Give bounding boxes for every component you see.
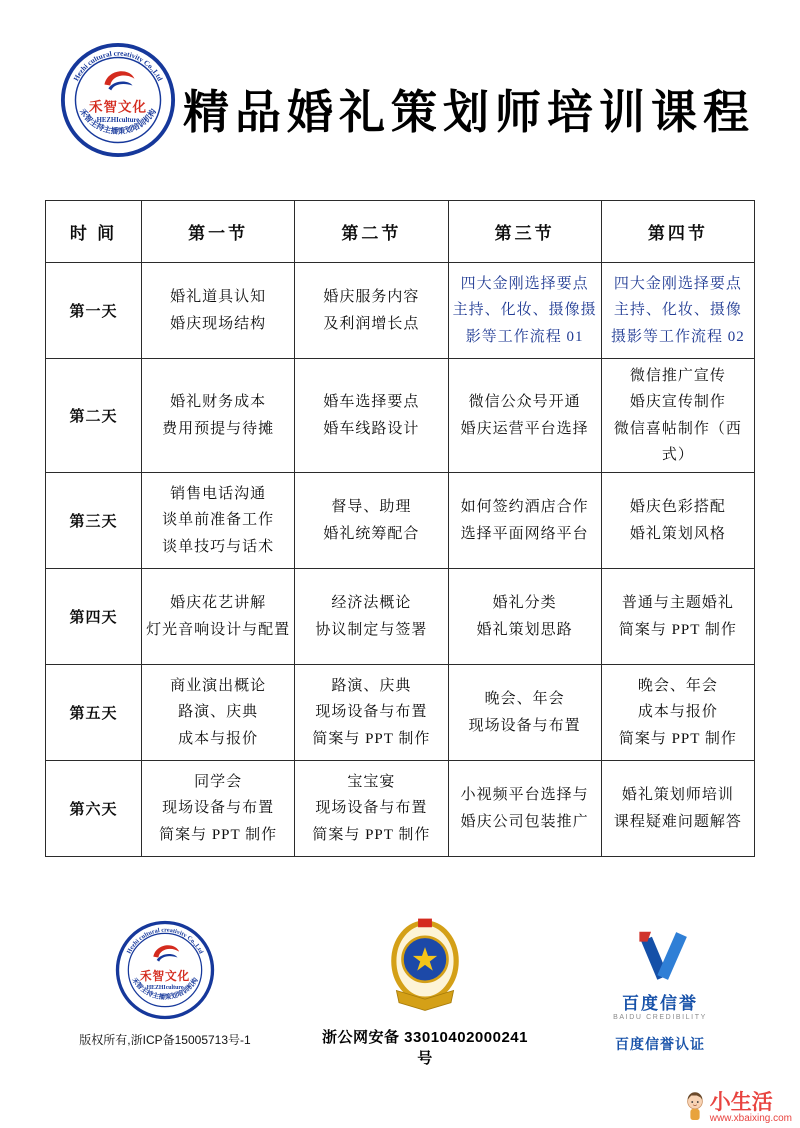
course-line: 简案与 PPT 制作	[618, 730, 737, 747]
footer-logo-block	[45, 920, 285, 1048]
course-line: 晚会、年会	[637, 678, 718, 695]
course-line: 课程疑难问题解答	[613, 813, 742, 830]
course-line: 灯光音响设计与配置	[146, 621, 291, 638]
course-line: 影等工作流程 01	[465, 328, 584, 345]
course-line: 协议制定与签署	[315, 621, 428, 638]
baidu-certification-text: 百度信誉认证	[615, 1038, 705, 1053]
logo-ring-top-text: Hezhi cultural creativity Co.,Ltd	[72, 49, 164, 83]
day-label: 第六天	[46, 761, 142, 857]
logo-ring-bottom-text: 禾智主持主播策划培训机构	[130, 976, 200, 1002]
logo-name-cn: 禾智文化	[89, 99, 147, 115]
course-line: 费用预提与待摊	[162, 420, 275, 437]
course-cell	[142, 665, 295, 761]
course-line: 微信推广宣传	[629, 368, 726, 384]
course-cell	[448, 263, 601, 359]
col-header-session1: 第一节	[142, 201, 295, 263]
course-line: 同学会	[194, 774, 243, 791]
table-row	[46, 569, 755, 665]
course-cell	[295, 263, 448, 359]
course-line: 婚礼道具认知	[170, 289, 267, 306]
course-cell	[601, 569, 754, 665]
course-line: 路演、庆典	[331, 678, 412, 695]
icp-copyright-text: 版权所有,浙ICP备15005713号-1	[79, 1033, 251, 1047]
course-cell	[448, 359, 601, 473]
course-table	[45, 200, 755, 857]
course-line: 婚礼分类	[492, 595, 557, 612]
day-label: 第二天	[46, 359, 142, 473]
course-line: 晚会、年会	[484, 691, 565, 708]
course-line: 简案与 PPT 制作	[312, 826, 431, 843]
course-line: 成本与报价	[178, 730, 259, 747]
table-row	[46, 665, 755, 761]
table-header-row	[46, 201, 755, 263]
course-cell	[295, 665, 448, 761]
course-line: 谈单技巧与话术	[162, 538, 275, 555]
day-label: 第三天	[46, 473, 142, 569]
course-cell	[295, 569, 448, 665]
course-line: 选择平面网络平台	[460, 525, 589, 542]
course-line: 主持、化妆、摄像	[613, 302, 742, 319]
course-line: 简案与 PPT 制作	[312, 730, 431, 747]
course-line: 婚庆运营平台选择	[460, 420, 589, 437]
logo-name-en: HEZHIculture	[146, 985, 184, 992]
course-cell	[601, 263, 754, 359]
table-row	[46, 473, 755, 569]
course-cell	[142, 473, 295, 569]
course-line: 四大金刚选择要点	[613, 276, 742, 293]
course-line: 婚礼策划思路	[476, 621, 573, 638]
course-line: 婚礼策划师培训	[621, 787, 734, 804]
course-line: 婚庆服务内容	[323, 289, 420, 306]
course-line: 婚礼策划风格	[629, 525, 726, 542]
course-line: 主持、化妆、摄像摄	[452, 302, 597, 319]
police-registration-text: 浙公网安备 33010402000241号	[322, 1029, 528, 1067]
course-line: 微信喜帖制作（西式）	[613, 420, 742, 463]
baidu-v-icon	[631, 930, 689, 982]
course-line: 婚礼财务成本	[170, 394, 267, 411]
police-badge-icon	[386, 916, 464, 1013]
course-cell	[448, 761, 601, 857]
course-line: 宝宝宴	[347, 774, 396, 791]
course-line: 普通与主题婚礼	[621, 595, 734, 612]
table-row	[46, 263, 755, 359]
course-cell	[448, 569, 601, 665]
course-line: 商业演出概论	[170, 678, 267, 695]
course-line: 简案与 PPT 制作	[159, 826, 278, 843]
course-line: 婚庆花艺讲解	[170, 595, 267, 612]
course-table-body	[46, 263, 755, 857]
course-cell	[295, 473, 448, 569]
col-header-session4: 第四节	[601, 201, 754, 263]
hezhi-logo-footer-icon	[115, 920, 215, 1020]
course-line: 现场设备与布置	[315, 704, 428, 721]
page-title: 精品婚礼策划师培训课程	[183, 87, 755, 138]
hezhi-logo-icon	[60, 42, 176, 158]
course-cell	[601, 359, 754, 473]
course-line: 四大金刚选择要点	[460, 276, 589, 293]
baidu-credibility-cn-label: 百度信誉	[622, 994, 698, 1013]
course-line: 婚庆公司包装推广	[460, 813, 589, 830]
course-line: 小视频平台选择与	[460, 787, 589, 804]
course-line: 婚庆色彩搭配	[629, 499, 726, 516]
course-cell	[601, 473, 754, 569]
course-line: 微信公众号开通	[468, 394, 581, 411]
course-line: 摄影等工作流程 02	[610, 328, 745, 345]
course-line: 简案与 PPT 制作	[618, 621, 737, 638]
logo-name-en: HEZHIculture	[96, 117, 140, 125]
course-cell	[142, 263, 295, 359]
course-line: 路演、庆典	[178, 704, 259, 721]
course-line: 现场设备与布置	[468, 717, 581, 734]
course-line: 婚礼统筹配合	[323, 525, 420, 542]
watermark-site-name: 小生活	[709, 1089, 773, 1114]
course-line: 婚庆宣传制作	[629, 394, 726, 411]
col-header-session3: 第三节	[448, 201, 601, 263]
site-watermark-link[interactable]	[683, 1091, 792, 1124]
course-line: 婚车线路设计	[323, 420, 420, 437]
course-cell	[142, 761, 295, 857]
course-line: 婚车选择要点	[323, 394, 420, 411]
course-line: 督导、助理	[331, 499, 412, 516]
course-cell	[601, 761, 754, 857]
course-cell	[142, 569, 295, 665]
col-header-session2: 第二节	[295, 201, 448, 263]
course-cell	[295, 761, 448, 857]
baidu-credibility-block	[572, 930, 748, 1054]
day-label: 第一天	[46, 263, 142, 359]
course-line: 谈单前准备工作	[162, 512, 275, 529]
course-line: 现场设备与布置	[315, 800, 428, 817]
course-cell	[142, 359, 295, 473]
logo-ring-bottom-text: 禾智主持主播策划培训机构	[77, 107, 159, 136]
course-line: 婚庆现场结构	[170, 315, 267, 332]
baidu-credibility-en-label: BAIDU CREDIBILITY	[613, 1014, 707, 1021]
course-line: 经济法概论	[331, 595, 412, 612]
police-registration-block	[318, 916, 532, 1068]
day-label: 第四天	[46, 569, 142, 665]
col-header-time: 时 间	[46, 201, 142, 263]
logo-ring-top-text: Hezhi cultural creativity Co.,Ltd	[125, 926, 205, 956]
course-cell	[448, 473, 601, 569]
course-cell	[295, 359, 448, 473]
course-line: 如何签约酒店合作	[460, 499, 589, 516]
course-line: 成本与报价	[637, 704, 718, 721]
logo-name-cn: 禾智文化	[140, 970, 190, 983]
course-line: 销售电话沟通	[170, 486, 267, 503]
table-row	[46, 359, 755, 473]
course-cell	[601, 665, 754, 761]
watermark-site-url: www.xbaixing.com	[709, 1113, 792, 1124]
course-line: 现场设备与布置	[162, 800, 275, 817]
table-row	[46, 761, 755, 857]
day-label: 第五天	[46, 665, 142, 761]
course-cell	[448, 665, 601, 761]
course-line: 及利润增长点	[323, 315, 420, 332]
mascot-icon	[683, 1092, 707, 1124]
